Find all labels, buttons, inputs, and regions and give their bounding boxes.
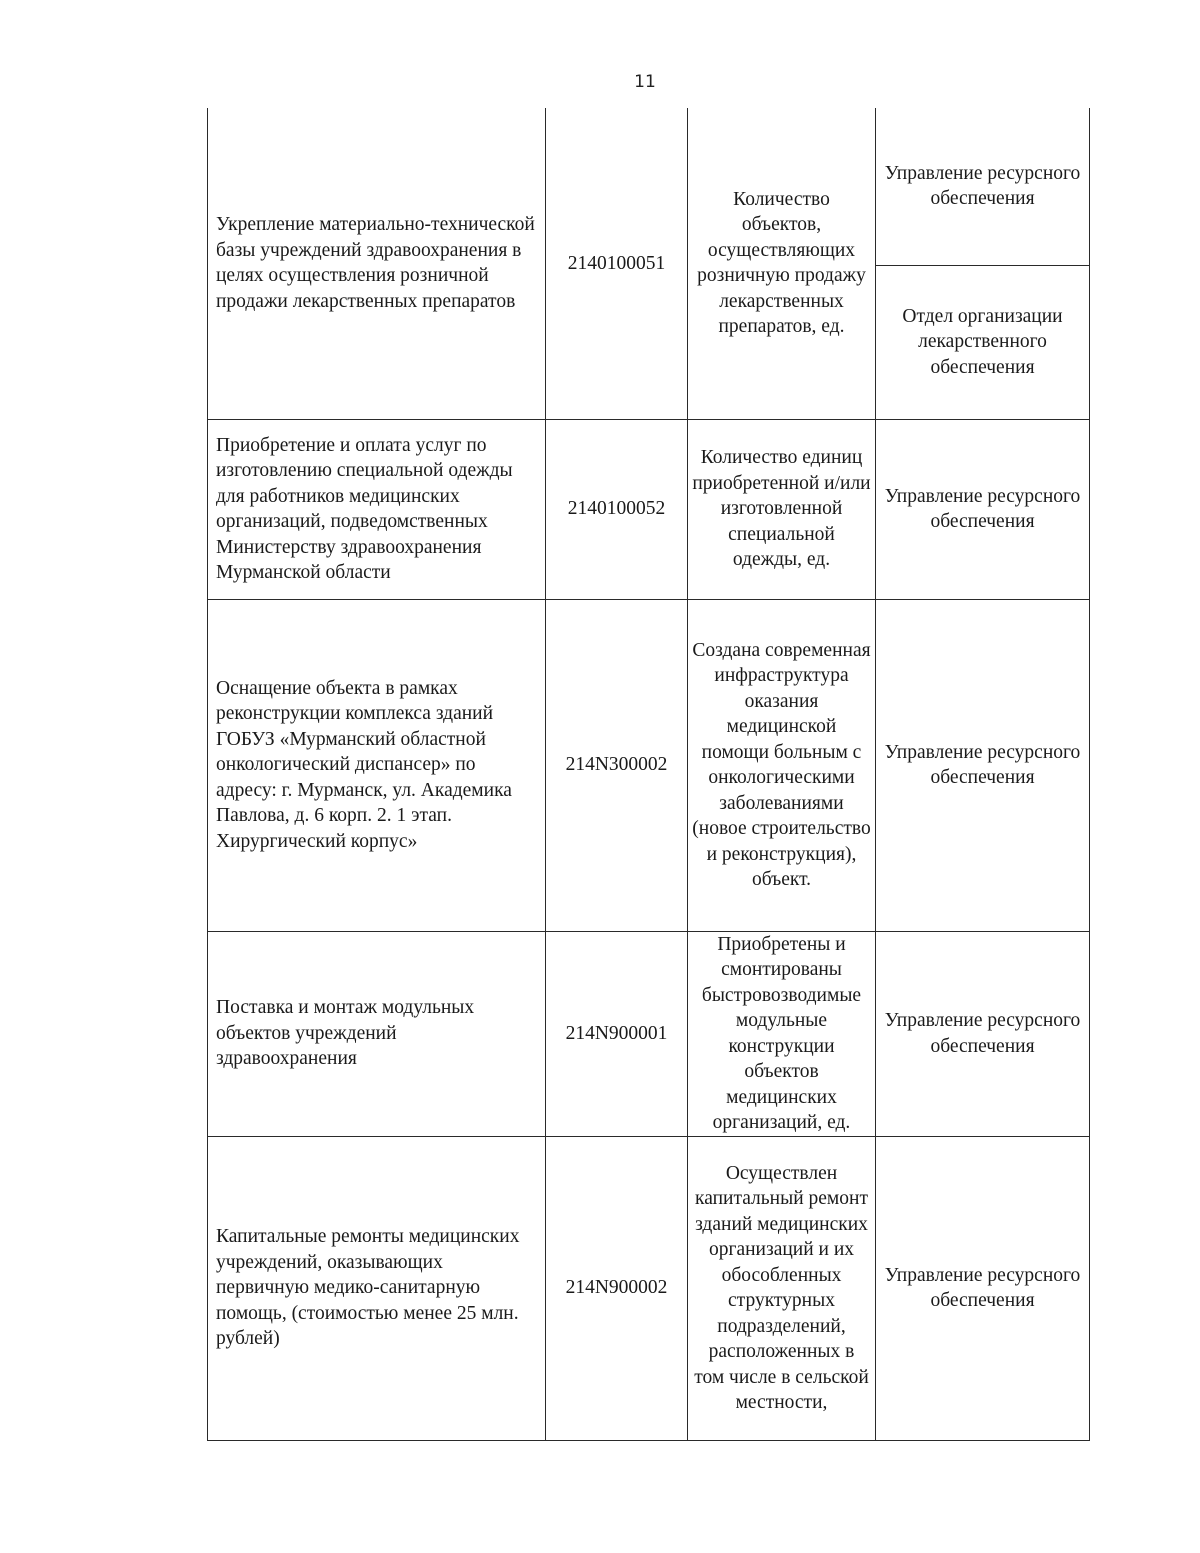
department: Управление ресурсного обеспечения <box>884 485 1081 532</box>
indicator: Создана современная инфраструктура оказания медицинской помощи больным с онкологическими заболеваниями (новое строительство и реконструкция), объект. <box>692 639 871 890</box>
department: Управление ресурсного обеспечения <box>884 162 1081 210</box>
indicator-cell <box>688 419 876 599</box>
measure-code-cell <box>546 419 688 599</box>
measure-name-cell <box>208 419 546 599</box>
department-cell <box>876 1136 1090 1440</box>
measure-code: 214N300002 <box>565 754 668 776</box>
measure-code: 2140100051 <box>567 252 666 274</box>
department-cell <box>876 599 1090 931</box>
measure-name: Поставка и монтаж модульных объектов учреждений здравоохранения <box>216 997 475 1070</box>
indicator: Количество единиц приобретенной и/или изготовленной специальной одежды, ед. <box>692 447 871 571</box>
table-row <box>208 419 1090 599</box>
department: Управление ресурсного обеспечения <box>884 1264 1081 1311</box>
measure-code: 2140100052 <box>567 498 666 520</box>
department-cell <box>876 108 1090 265</box>
department-cell <box>876 419 1090 599</box>
measure-name: Приобретение и оплата услуг по изготовлению специальной одежды для работников медицинских организаций, подведомственных Министерству здравоохранения Мурманской области <box>216 434 513 583</box>
measures-table <box>207 108 1090 1441</box>
department: Управление ресурсного обеспечения <box>884 1010 1081 1057</box>
indicator-cell <box>688 931 876 1136</box>
measure-code-cell <box>546 599 688 931</box>
measure-code-cell <box>546 931 688 1136</box>
indicator-cell <box>688 108 876 419</box>
department: Управление ресурсного обеспечения <box>884 741 1081 788</box>
measure-code-cell <box>546 108 688 419</box>
measure-name: Укрепление материально-технической базы учреждений здравоохранения в целях осуществления розничной продажи лекарственных препаратов <box>216 214 535 312</box>
table-row <box>208 1136 1090 1440</box>
table-row <box>208 931 1090 1136</box>
measure-name-cell <box>208 108 546 419</box>
measure-code-cell <box>546 1136 688 1440</box>
indicator-cell <box>688 599 876 931</box>
measure-name-cell <box>208 1136 546 1440</box>
department-cell <box>876 265 1090 419</box>
table-row <box>208 599 1090 931</box>
indicator: Количество объектов, осуществляющих розничную продажу лекарственных препаратов, ед. <box>697 188 866 338</box>
table-row <box>208 108 1090 265</box>
measure-name: Капитальные ремонты медицинских учреждений, оказывающих первичную медико-санитарную помощь, (стоимостью менее 25 млн. рублей) <box>216 1226 520 1350</box>
measure-name-cell <box>208 599 546 931</box>
measure-code: 214N900002 <box>565 1277 668 1299</box>
indicator: Приобретены и смонтированы быстровозводимые модульные конструкции объектов медицинских организаций, ед. <box>701 933 862 1133</box>
measure-name: Оснащение объекта в рамках реконструкции комплекса зданий ГОБУЗ «Мурманский областной онкологический диспансер» по адресу: г. Мурманск, ул. Академика Павлова, д. 6 корп. 2. 1 этап. Хирургический корпус» <box>216 677 512 852</box>
department-cell <box>876 931 1090 1136</box>
measure-name-cell <box>208 931 546 1136</box>
indicator: Осуществлен капитальный ремонт зданий медицинских организаций и их обособленных структурных подразделений, расположенных в том числе в сельской местности, <box>694 1162 869 1413</box>
indicator-cell <box>688 1136 876 1440</box>
page-number: 11 <box>634 72 656 92</box>
department: Отдел организации лекарственного обеспечения <box>902 305 1063 378</box>
measure-code: 214N900001 <box>565 1022 668 1044</box>
